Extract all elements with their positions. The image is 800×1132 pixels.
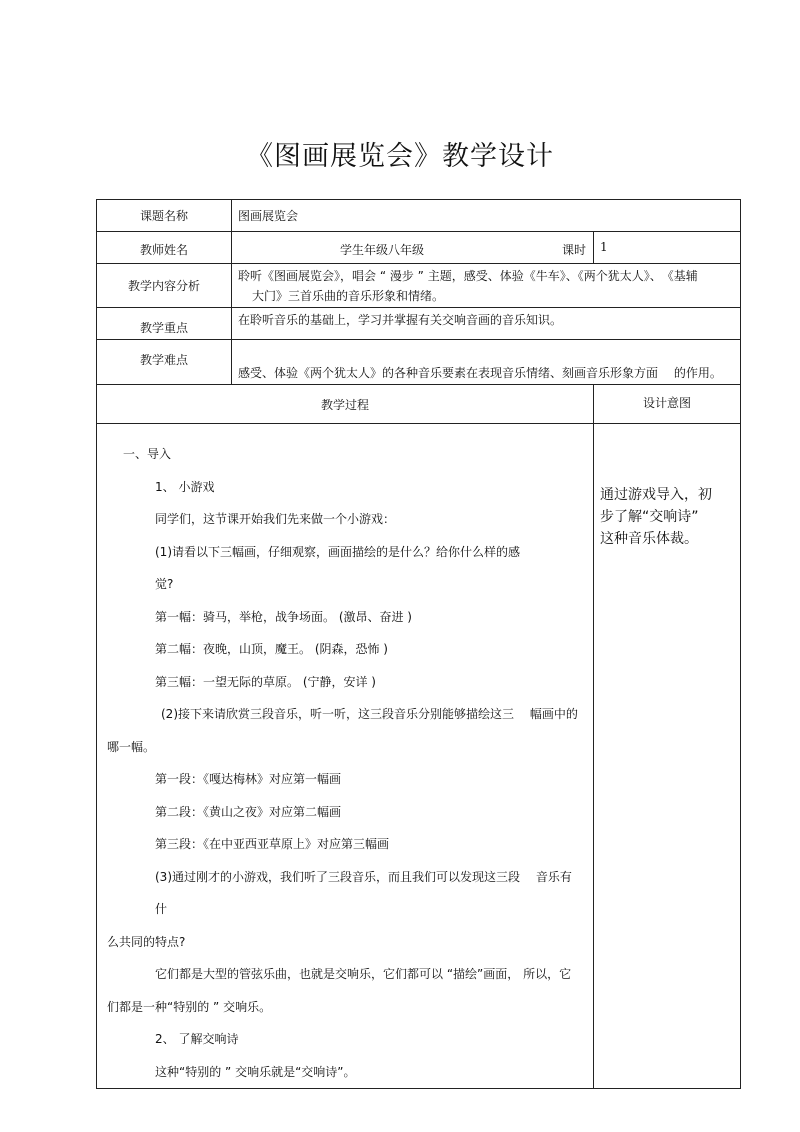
process-line: 它们都是大型的管弦乐曲，也就是交响乐，它们都可以 “描绘”画面， 所以，它 — [155, 967, 572, 981]
process-line: 第一段：《嘎达梅林》对应第一幅画 — [155, 772, 342, 786]
row-topic — [97, 200, 741, 232]
process-line: (2)接下来请欣赏三段音乐，听一听，这三段音乐分别能够描绘这三 幅画中的 — [161, 707, 578, 721]
grade-cell — [232, 232, 594, 264]
process-line: 觉? — [155, 577, 174, 591]
process-line: 2、 了解交响诗 — [155, 1032, 239, 1046]
hours-value-cell — [594, 232, 741, 264]
topic-label: 课题名称 — [97, 200, 232, 232]
analysis-label: 教学内容分析 — [97, 264, 232, 308]
process-line: 第一幅：骑马，举枪，战争场面。 (激昂、奋进 ) — [155, 609, 412, 624]
analysis-value — [232, 264, 741, 308]
teacher-label: 教师姓名 — [97, 232, 232, 264]
row-process — [97, 424, 741, 1089]
process-line: 第二段：《黄山之夜》对应第二幅画 — [155, 804, 342, 819]
grade-value: 学生年级八年级 — [340, 243, 425, 257]
document-title: 《图画展览会》教学设计 — [246, 141, 554, 172]
difficulty-label: 教学难点 — [97, 340, 232, 385]
process-line: 第三段：《在中亚西亚草原上》对应第三幅画 — [155, 837, 390, 851]
process-header: 教学过程 — [97, 385, 594, 424]
process-line: 这种“特别的 ” 交响乐就是“交响诗”。 — [155, 1064, 356, 1079]
intent-cell — [594, 424, 741, 1089]
focus-value: 在聆听音乐的基础上，学习并掌握有关交响音画的音乐知识。 — [232, 308, 741, 340]
process-line: 么共同的特点? — [107, 934, 186, 949]
intent-header: 设计意图 — [594, 385, 741, 424]
lesson-plan-table — [96, 199, 741, 1089]
row-headers — [97, 385, 741, 424]
process-cell — [97, 424, 594, 1089]
process-line: 哪一幅。 — [107, 739, 156, 754]
process-line: 第二幅：夜晚，山顶，魔王。 (阴森，恐怖 ) — [155, 642, 388, 656]
process-line: 一、导入 — [123, 447, 172, 461]
row-teacher — [97, 232, 741, 264]
hours-label: 课时 — [562, 243, 587, 257]
process-line: 1、 小游戏 — [155, 479, 215, 494]
process-line: 同学们，这节课开始我们先来做一个小游戏： — [155, 512, 396, 526]
intent-line-1: 通过游戏导入，初 — [600, 487, 712, 503]
process-line: 们都是一种“特别的 ” 交响乐。 — [107, 999, 272, 1014]
intent-line-2: 步了解“交响诗” — [600, 509, 699, 525]
analysis-line-2: 大门》三首乐曲的音乐形象和情绪。 — [252, 289, 445, 303]
row-focus — [97, 308, 741, 340]
focus-label: 教学重点 — [97, 308, 232, 340]
topic-value: 图画展览会 — [232, 200, 741, 232]
intent-line-3: 这种音乐体裁。 — [600, 531, 698, 547]
row-analysis — [97, 264, 741, 308]
process-line: 第三幅：一望无际的草原。 (宁静，安详 ) — [155, 674, 376, 689]
analysis-line-1: 聆听《图画展览会》，唱会 “ 漫步 ” 主题，感受、体验《牛车》、《两个犹太人》、 《基辅 — [238, 269, 698, 283]
process-line: (3)通过刚才的小游戏，我们听了三段音乐，而且我们可以发现这三段 音乐有什 — [155, 869, 572, 916]
row-difficulty — [97, 340, 741, 385]
hours-value: 1 — [600, 240, 608, 254]
difficulty-value: 感受、体验《两个犹太人》的各种音乐要素在表现音乐情绪、刻画音乐形象方面 的作用。 — [232, 340, 741, 385]
process-line: (1)请看以下三幅画，仔细观察，画面描绘的是什么？给你什么样的感 — [155, 544, 521, 559]
